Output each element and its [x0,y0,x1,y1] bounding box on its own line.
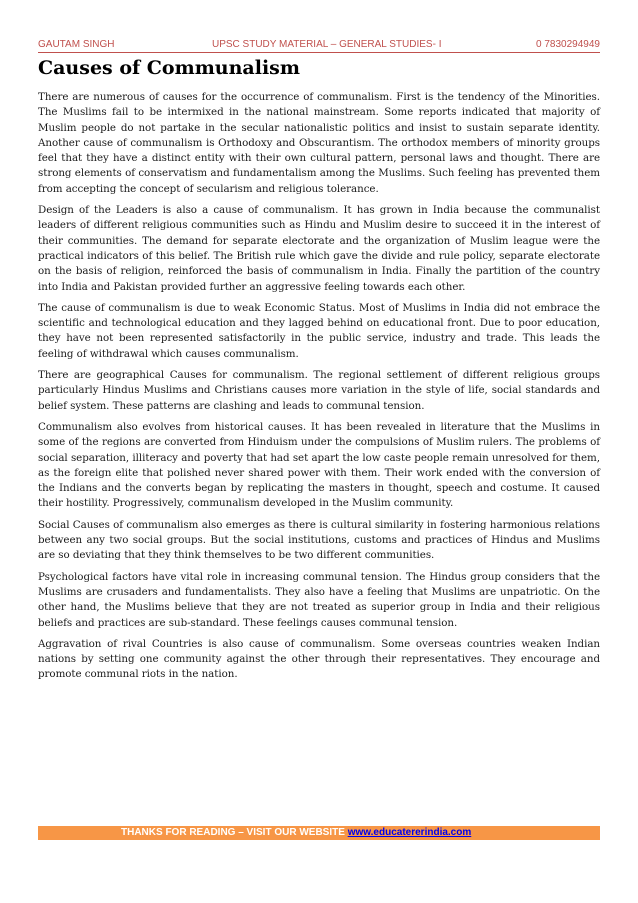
footer-text: THANKS FOR READING – VISIT OUR WEBSITE [121,827,348,838]
paragraph-social: Social Causes of communalism also emerges as there is cultural similarity in fostering harmonious relations between any two social groups. But the social institutions, customs and practices of Hindus and Muslims are so deviating that they think themselves to be two different communities. [38,518,600,562]
page-title: Causes of Communalism [38,57,300,79]
page-footer [38,826,600,840]
header-author: GAUTAM SINGH [38,39,115,50]
paragraph-rival-countries: Aggravation of rival Countries is also cause of communalism. Some overseas countries weaken Indian nations by setting one community against the other through their representatives. They encourage and promote communal riots in the nation. [38,637,600,681]
website-link[interactable]: www.educatererindia.com [347,827,472,838]
header-divider [38,52,600,53]
paragraph-leaders: Design of the Leaders is also a cause of communalism. It has grown in India because the communalist leaders of different religious communities such as Hindu and Muslim desire to succeed it in the interest of their communities. The demand for separate electorate and the organization of Muslim league were the practical indicators of this belief. The British rule which gave the divide and rule policy, separate electorate on the basis of religion, reinforced the basis of communalism in India. Finally the partition of the country into India and Pakistan provided further an aggressive feeling towards each other. [38,204,600,293]
paragraph-economic: The cause of communalism is due to weak Economic Status. Most of Muslims in India did not embrace the scientific and technological education and they lagged behind on educational front. Due to poor education, they have not been represented satisfactorily in the public service, industry and trade. This leads the feeling of withdrawal which causes communalism. [38,301,600,360]
header-phone: 0 7830294949 [536,39,600,50]
page-header [38,38,600,51]
paragraph-geographical: There are geographical Causes for communalism. The regional settlement of different religious groups particularly Hindus Muslims and Christians causes more variation in the style of life, social standards and belief system. These patterns are clashing and leads to communal tension. [38,369,600,412]
paragraph-minorities: There are numerous of causes for the occurrence of communalism. First is the tendency of the Minorities. The Muslims fail to be intermixed in the national mainstream. Some reports indicated that majority of Muslim people do not partake in the secular nationalistic politics and insist to sustain separate identity. Another cause of communalism is Orthodoxy and Obscurantism. The orthodox members of minority groups feel that they have a distinct entity with their own cultural pattern, personal laws and thought. There are strong elements of conservatism and fundamentalism among the Muslims. Such feeling has prevented them from accepting the concept of secularism and religious tolerance. [38,91,600,195]
article-body [38,90,600,689]
footer-content [121,826,471,840]
paragraph-historical: Communalism also evolves from historical causes. It has been revealed in literature that the Muslims in some of the regions are converted from Hinduism under the compulsions of Muslim rulers. The problems of social separation, illiteracy and poverty that had set apart the low caste people remain unresolved for them, as the foreign elite that polished never shared power with them. Their work ended with the conversion of the Indians and the converts began by replicating the masters in thought, speech and costume. It caused their hostility. Progressively, communalism developed in the Muslim community. [38,420,600,510]
header-subject: UPSC STUDY MATERIAL – GENERAL STUDIES- I [212,39,442,50]
paragraph-psychological: Psychological factors have vital role in increasing communal tension. The Hindus group considers that the Muslims are crusaders and fundamentalists. They also have a feeling that Muslims are unpatriotic. On the other hand, the Muslims believe that they are not treated as superior group in India and their religious beliefs and practices are sub-standard. These feelings causes communal tension. [38,570,600,629]
